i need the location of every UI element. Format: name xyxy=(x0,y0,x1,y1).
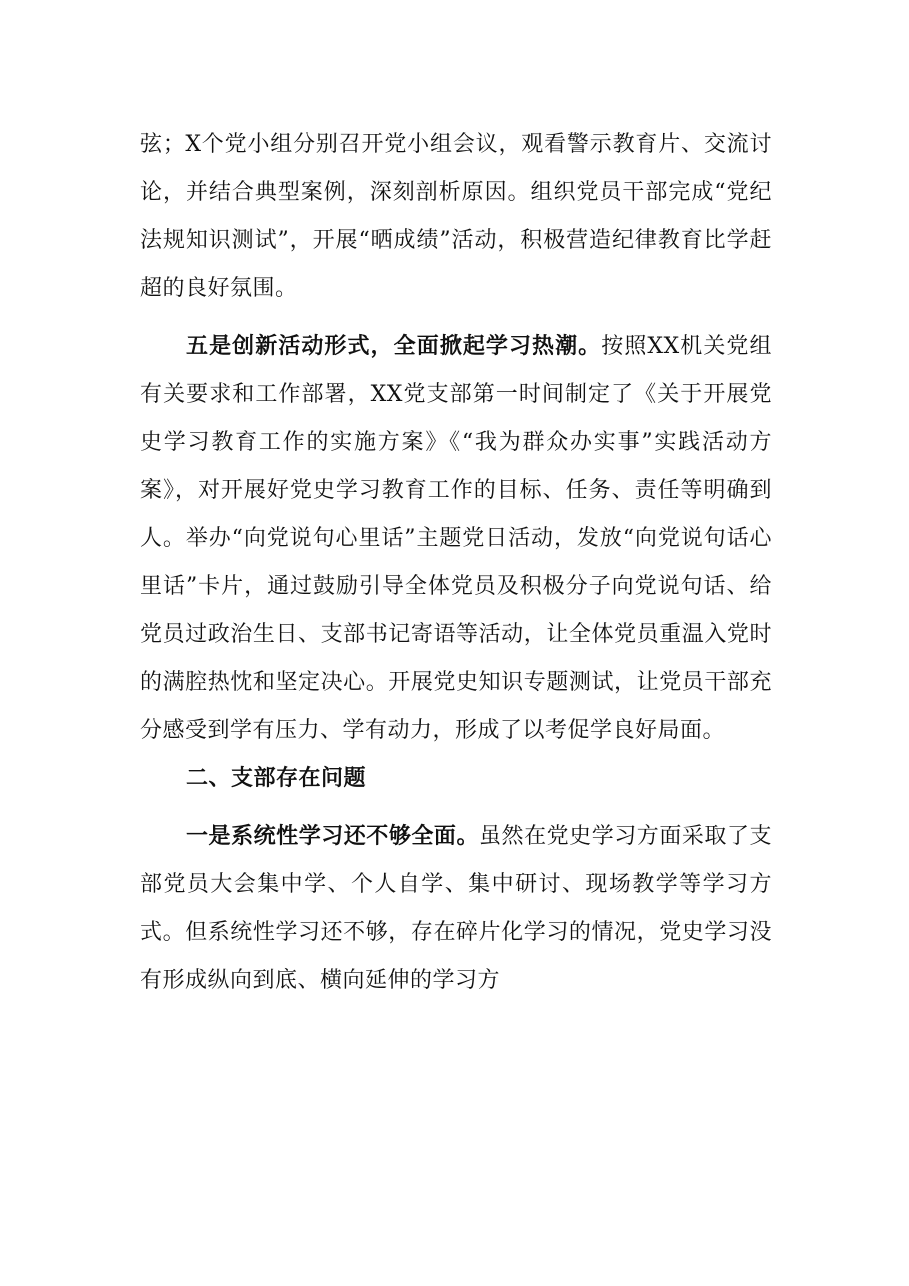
paragraph-lead: 一是系统性学习还不够全面。 xyxy=(186,824,480,849)
paragraph-text: 按照XX机关党组有关要求和工作部署，XX党支部第一时间制定了《关于开展党史学习教育工作的实施方案》《“我为群众办实事”实践活动方案》，对开展好党史学习教育工作的目标、任务、责任等明确到人。举办“向党说句心里话”主题党日活动，发放“向党说句话心里话”卡片，通过鼓励引导全体党员及积极分子向党说句话、给党员过政治生日、支部书记寄语等活动，让全体党员重温入党时的满腔热忱和坚定决心。开展党史知识专题测试，让党员干部充分感受到学有压力、学有动力，形成了以考促学良好局面。 xyxy=(140,334,772,743)
paragraph-point-five xyxy=(140,323,772,755)
paragraph-text: 弦；X个党小组分别召开党小组会议，观看警示教育片、交流讨论，并结合典型案例，深刻剖析原因。组织党员干部完成“党纪法规知识测试”，开展“晒成绩”活动，积极营造纪律教育比学赶超的良好氛围。 xyxy=(140,132,772,301)
paragraph-text: 虽然在党史学习方面采取了支部党员大会集中学、个人自学、集中研讨、现场教学等学习方式。但系统性学习还不够，存在碎片化学习的情况，党史学习没有形成纵向到底、横向延伸的学习方 xyxy=(140,824,772,993)
document-page xyxy=(140,121,772,1005)
paragraph-continuation xyxy=(140,121,772,313)
paragraph-point-one xyxy=(140,813,772,1005)
paragraph-lead: 五是创新活动形式，全面掀起学习热潮。 xyxy=(186,334,602,359)
section-heading: 二、支部存在问题 xyxy=(186,766,367,791)
